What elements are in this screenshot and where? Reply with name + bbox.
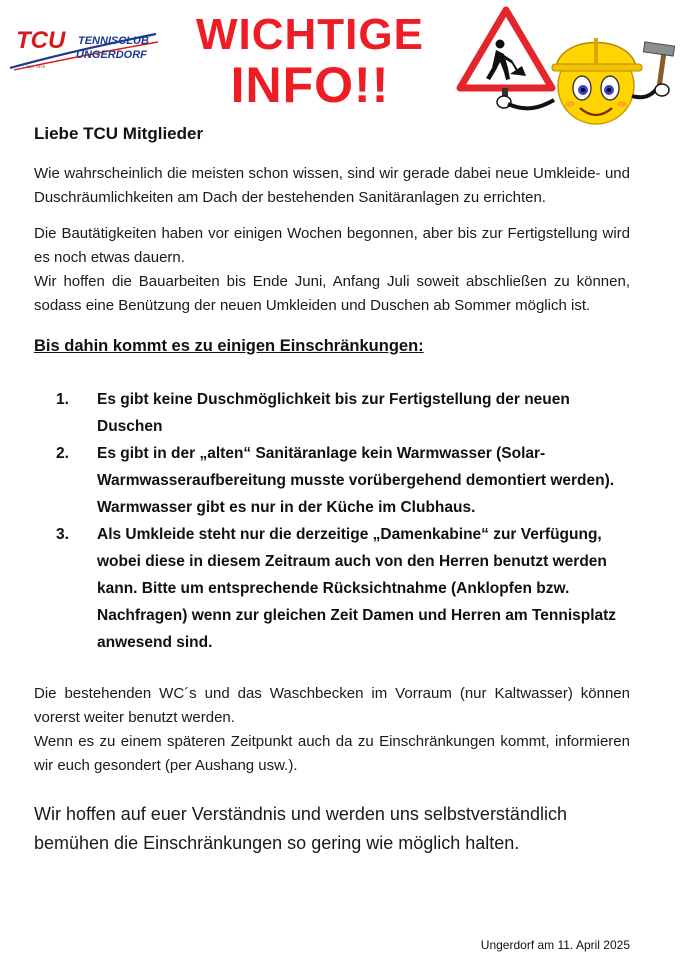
list-item-number: 2.: [56, 445, 69, 462]
list-item-number: 3.: [56, 526, 69, 543]
headline-line2: INFO!!: [230, 57, 390, 113]
restrictions-list: [56, 386, 630, 656]
restrictions-heading: Bis dahin kommt es zu einigen Einschränkungen:: [34, 337, 424, 355]
hope-paragraph: Wir hoffen die Bauarbeiten bis Ende Juni, Anfang Juli soweit abschließen zu können, sodass eine Benützung der neuen Umkleiden und Duschen ab Sommer möglich ist.: [34, 273, 630, 314]
list-item-number: 1.: [56, 391, 69, 408]
notice-content: [34, 118, 630, 858]
closing-paragraph: Wir hoffen auf euer Verständnis und werden uns selbstverständlich bemühen die Einschränkungen so gering wie möglich halten.: [34, 804, 567, 853]
intro-paragraph: Wie wahrscheinlich die meisten schon wissen, sind wir gerade dabei neue Umkleide- und Duschräumlichkeiten am Dach der bestehenden Sanitäranlagen zu errichten.: [34, 165, 630, 206]
construction-clipart: [456, 4, 678, 136]
headline: [180, 10, 440, 113]
wc-paragraph: Die bestehenden WC´s und das Waschbecken im Vorraum (nur Kaltwasser) können vorerst weiter benutzt werden.: [34, 685, 630, 726]
list-item: [56, 386, 630, 440]
tcu-logo-icon: [6, 24, 162, 72]
logo-short: TCU: [16, 27, 66, 54]
dateline: Ungerdorf am 11. April 2025: [480, 938, 630, 952]
list-item-text: Es gibt keine Duschmöglichkeit bis zur Fertigstellung der neuen Duschen: [97, 391, 570, 435]
list-item-text: Als Umkleide steht nur die derzeitige „Damenkabine“ zur Verfügung, wobei diese in diesem Zeitraum auch von den Herren benutzt werden kann. Bitte um entsprechende Rücksichtnahme (Anklopfen bzw. Nachfragen) wenn zur gleichen Zeit Damen und Herren am Tennisplatz anwesend sind.: [97, 526, 617, 651]
later-paragraph: Wenn es zu einem späteren Zeitpunkt auch da zu Einschränkungen kommt, informieren wir euch gesondert (per Aushang usw.).: [34, 733, 630, 774]
list-item: [56, 440, 630, 521]
list-item: [56, 521, 630, 656]
headline-line1: WICHTIGE: [196, 10, 424, 59]
list-item-text: Es gibt in der „alten“ Sanitäranlage kein Warmwasser (Solar-Warmwasseraufbereitung musste vorübergehend demontiert werden). Warmwasser gibt es nur in der Küche im Clubhaus.: [97, 445, 615, 516]
construction-sign-icon: [460, 10, 552, 108]
greeting: Liebe TCU Mitglieder: [34, 124, 204, 143]
construction-smiley-icon: [552, 38, 642, 124]
logo-text-line1: TENNISCLUB: [78, 35, 149, 47]
logo-text-line2: UNGERDORF: [76, 49, 147, 61]
progress-paragraph: Die Bautätigkeiten haben vor einigen Wochen begonnen, aber bis zur Fertigstellung wird es noch etwas dauern.: [34, 225, 630, 266]
hammer-icon: [643, 42, 674, 96]
logo-tagline: SEIT 1978: [26, 64, 45, 69]
